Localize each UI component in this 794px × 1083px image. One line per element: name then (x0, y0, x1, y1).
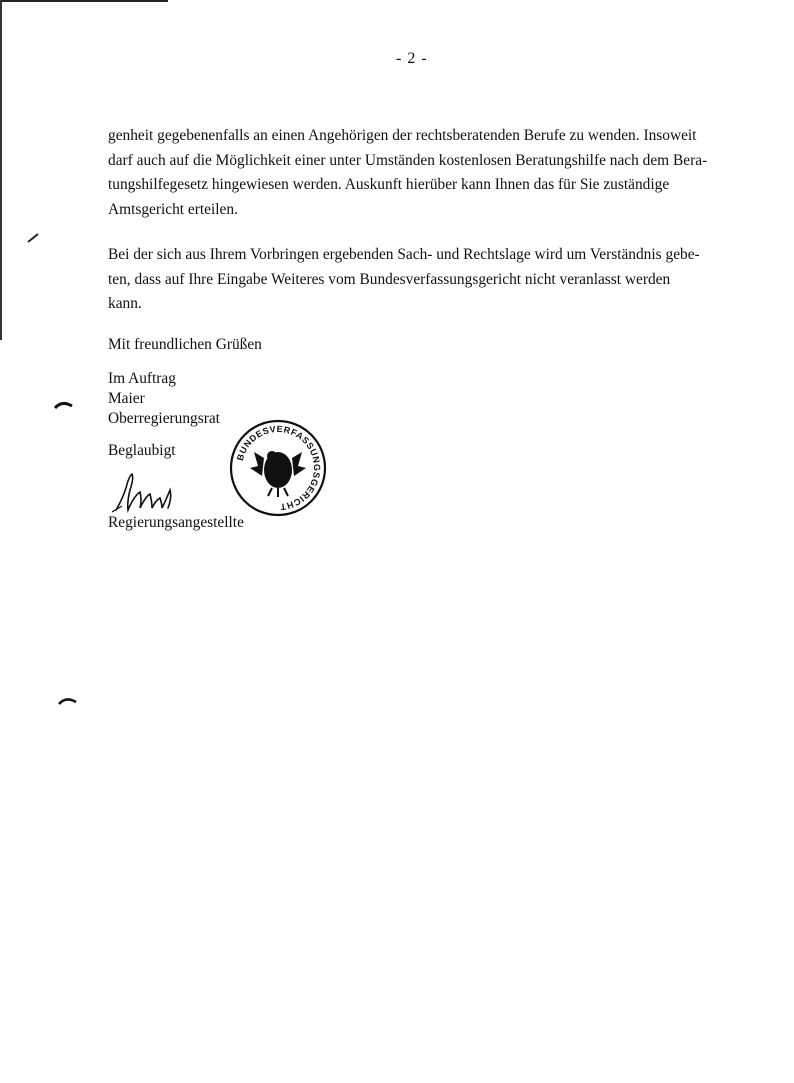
text-line: darf auch auf die Möglichkeit einer unter Umständen kostenlosen Beratungshilfe nach dem Bera- (108, 151, 708, 169)
closing-salutation: Mit freundlichen Grüßen (108, 336, 262, 353)
certification-label: Beglaubigt (108, 442, 176, 459)
punch-hole-mark (56, 694, 80, 710)
signatory-name: Maier (108, 390, 145, 407)
text-line: ten, dass auf Ihre Eingabe Weiteres vom Bundesverfassungsgericht nicht veranlasst werden (108, 270, 671, 288)
handwritten-signature (112, 470, 182, 516)
text-line: kann. (108, 295, 142, 312)
certifier-role: Regierungsangestellte (108, 514, 244, 531)
paragraph (108, 124, 728, 222)
scan-mark (26, 230, 40, 244)
scan-edge-top (0, 0, 168, 2)
svg-text:BUNDESVERFASSUNGSGERICHT: BUNDESVERFASSUNGSGERICHT (234, 423, 323, 513)
text-line: genheit gegebenenfalls an einen Angehörigen der rechtsberatenden Berufe zu wenden. Insoweit (108, 127, 697, 144)
text-line: Bei der sich aus Ihrem Vorbringen ergebenden Sach- und Rechtslage wird um Verständnis gebe- (108, 246, 700, 263)
page-number: - 2 - (396, 50, 428, 67)
eagle-emblem (250, 451, 306, 497)
text-line: tungshilfegesetz hingewiesen werden. Auskunft hierüber kann Ihnen das für Sie zuständige (108, 176, 670, 193)
scan-edge-left (0, 0, 2, 340)
punch-hole-mark (52, 398, 76, 414)
paragraph (108, 243, 728, 317)
in-order-label: Im Auftrag (108, 370, 176, 387)
signatory-block (108, 369, 220, 429)
text-line: Amtsgericht erteilen. (108, 200, 238, 218)
official-seal-stamp (228, 418, 328, 518)
signatory-title: Oberregierungsrat (108, 410, 220, 427)
